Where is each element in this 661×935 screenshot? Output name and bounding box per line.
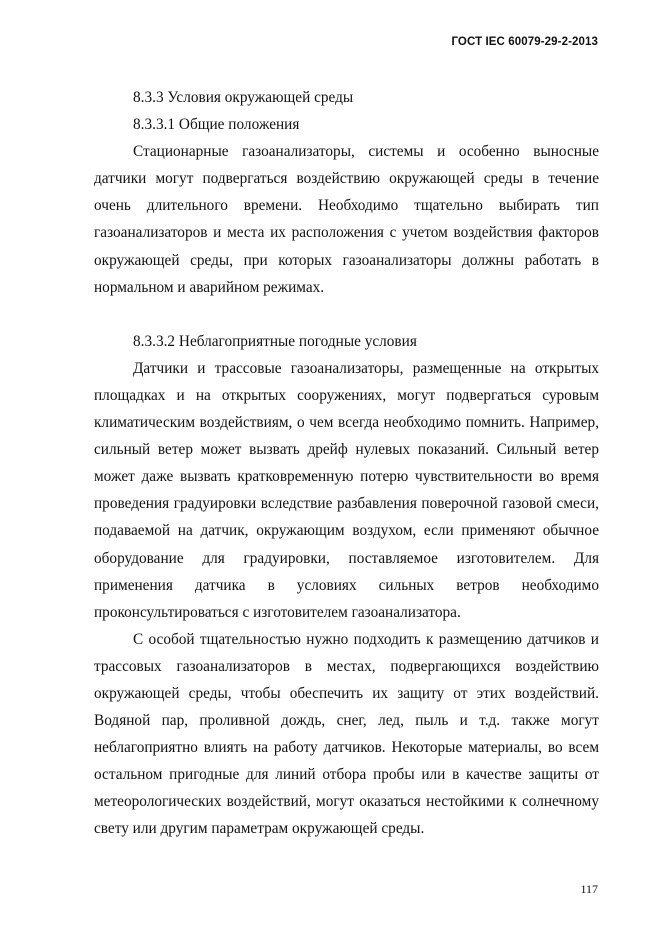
document-header-code: ГОСТ IEC 60079-29-2-2013 bbox=[451, 36, 598, 48]
section-heading: 8.3.3 Условия окружающей среды bbox=[133, 89, 354, 106]
paragraph-weather-2: С особой тщательностью нужно подходить к размещению датчиков и трассовых газоанализаторов в местах, подвергающихся воздействию окружающей среды, чтобы обеспечить их защиту от этих воздействий. Водяной пар, проливной дождь, снег, лед, пыль и т.д. также могут неблагоприятно влиять на работу датчиков. Некоторые материалы, во всем остальном пригодные для линий отбора пробы или в качестве защиты от метеорологических воздействий, могут оказаться нестойкими к солнечному свету или другим параметрам окружающей среды. bbox=[94, 630, 599, 838]
subsection-heading-weather: 8.3.3.2 Неблагоприятные погодные условия bbox=[133, 332, 417, 350]
page-number: 117 bbox=[580, 882, 598, 896]
subsection-heading-general: 8.3.3.1 Общие положения bbox=[133, 116, 300, 134]
document-body bbox=[94, 84, 599, 843]
paragraph-general: Стационарные газоанализаторы, системы и особенно выносные датчики могут подвергаться воздействию окружающей среды в течение очень длительного времени. Необходимо тщательно выбирать тип газоанализаторов и места их расположения с учетом воздействия факторов окружающей среды, при которых газоанализаторы должны работать в нормальном и аварийном режимах. bbox=[94, 143, 599, 296]
paragraph-spacer bbox=[94, 301, 599, 328]
paragraph-weather-1: Датчики и трассовые газоанализаторы, размещенные на открытых площадках и на открытых сооружениях, могут подвергаться суровым климатическим воздействиям, о чем всегда необходимо помнить. Например, сильный ветер может вызвать дрейф нулевых показаний. Сильный ветер может даже вызвать кратковременную потерю чувствительности во время проведения градуировки вследствие разбавления поверочной газовой смеси, подаваемой на датчик, окружающим воздухом, если применяют обычное оборудование для градуировки, поставляемое изготовителем. Для применения датчика в условиях сильных ветров необходимо проконсультироваться с изготовителем газоанализатора. bbox=[94, 359, 599, 621]
